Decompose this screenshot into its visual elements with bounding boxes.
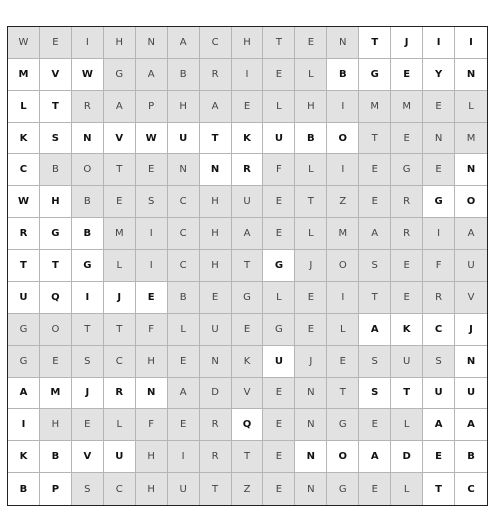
grid-cell[interactable]: G xyxy=(263,314,295,346)
grid-cell[interactable]: G xyxy=(72,250,104,282)
grid-cell[interactable]: K xyxy=(232,123,264,155)
grid-cell[interactable]: V xyxy=(455,282,487,314)
grid-cell[interactable]: P xyxy=(136,91,168,123)
grid-cell[interactable]: T xyxy=(104,314,136,346)
grid-cell[interactable]: E xyxy=(263,473,295,505)
grid-cell[interactable]: S xyxy=(72,346,104,378)
grid-cell[interactable]: E xyxy=(391,123,423,155)
grid-cell[interactable]: H xyxy=(200,186,232,218)
grid-cell[interactable]: E xyxy=(359,186,391,218)
grid-cell[interactable]: L xyxy=(263,91,295,123)
grid-cell[interactable]: U xyxy=(200,314,232,346)
grid-cell[interactable]: T xyxy=(295,186,327,218)
grid-cell[interactable]: S xyxy=(359,346,391,378)
grid-cell[interactable]: N xyxy=(136,378,168,410)
grid-cell[interactable]: N xyxy=(295,409,327,441)
grid-cell[interactable]: L xyxy=(263,282,295,314)
grid-cell[interactable]: T xyxy=(232,250,264,282)
grid-cell[interactable]: V xyxy=(72,441,104,473)
grid-cell[interactable]: B xyxy=(295,123,327,155)
grid-cell[interactable]: A xyxy=(200,91,232,123)
grid-cell[interactable]: A xyxy=(136,59,168,91)
grid-cell[interactable]: I xyxy=(136,218,168,250)
grid-cell[interactable]: V xyxy=(40,59,72,91)
grid-cell[interactable]: N xyxy=(168,154,200,186)
grid-cell[interactable]: N xyxy=(327,27,359,59)
grid-cell[interactable]: I xyxy=(423,218,455,250)
grid-cell[interactable]: H xyxy=(136,473,168,505)
grid-cell[interactable]: U xyxy=(391,346,423,378)
grid-cell[interactable]: W xyxy=(8,27,40,59)
grid-cell[interactable]: E xyxy=(263,218,295,250)
grid-cell[interactable]: H xyxy=(232,27,264,59)
grid-cell[interactable]: B xyxy=(168,282,200,314)
grid-cell[interactable]: T xyxy=(8,250,40,282)
grid-cell[interactable]: C xyxy=(168,218,200,250)
grid-cell[interactable]: L xyxy=(295,218,327,250)
grid-cell[interactable]: O xyxy=(40,314,72,346)
grid-cell[interactable]: A xyxy=(104,91,136,123)
grid-cell[interactable]: E xyxy=(72,409,104,441)
grid-cell[interactable]: L xyxy=(391,473,423,505)
grid-cell[interactable]: R xyxy=(104,378,136,410)
grid-cell[interactable]: M xyxy=(327,218,359,250)
grid-cell[interactable]: G xyxy=(423,186,455,218)
grid-cell[interactable]: E xyxy=(295,27,327,59)
grid-cell[interactable]: E xyxy=(391,282,423,314)
grid-cell[interactable]: E xyxy=(423,441,455,473)
grid-cell[interactable]: O xyxy=(327,123,359,155)
grid-cell[interactable]: R xyxy=(200,441,232,473)
grid-cell[interactable]: M xyxy=(8,59,40,91)
grid-cell[interactable]: N xyxy=(200,346,232,378)
grid-cell[interactable]: L xyxy=(104,250,136,282)
grid-cell[interactable]: U xyxy=(168,123,200,155)
grid-cell[interactable]: Q xyxy=(232,409,264,441)
grid-cell[interactable]: V xyxy=(104,123,136,155)
grid-cell[interactable]: E xyxy=(263,441,295,473)
grid-cell[interactable]: A xyxy=(168,378,200,410)
grid-cell[interactable]: A xyxy=(8,378,40,410)
grid-cell[interactable]: E xyxy=(359,409,391,441)
grid-cell[interactable]: E xyxy=(263,59,295,91)
grid-cell[interactable]: C xyxy=(104,473,136,505)
grid-cell[interactable]: N xyxy=(295,378,327,410)
grid-cell[interactable]: E xyxy=(327,346,359,378)
grid-cell[interactable]: E xyxy=(391,250,423,282)
grid-cell[interactable]: T xyxy=(423,473,455,505)
grid-cell[interactable]: B xyxy=(40,441,72,473)
grid-cell[interactable]: T xyxy=(359,123,391,155)
grid-cell[interactable]: G xyxy=(327,473,359,505)
grid-cell[interactable]: S xyxy=(40,123,72,155)
grid-cell[interactable]: E xyxy=(295,282,327,314)
grid-cell[interactable]: E xyxy=(104,186,136,218)
grid-cell[interactable]: B xyxy=(72,186,104,218)
grid-cell[interactable]: S xyxy=(359,250,391,282)
grid-cell[interactable]: U xyxy=(168,473,200,505)
grid-cell[interactable]: A xyxy=(168,27,200,59)
grid-cell[interactable]: I xyxy=(136,250,168,282)
grid-cell[interactable]: R xyxy=(200,59,232,91)
grid-cell[interactable]: I xyxy=(8,409,40,441)
grid-cell[interactable]: B xyxy=(327,59,359,91)
grid-cell[interactable]: G xyxy=(8,314,40,346)
grid-cell[interactable]: L xyxy=(8,91,40,123)
grid-cell[interactable]: T xyxy=(40,250,72,282)
grid-cell[interactable]: N xyxy=(295,473,327,505)
grid-cell[interactable]: J xyxy=(72,378,104,410)
grid-cell[interactable]: E xyxy=(359,154,391,186)
grid-cell[interactable]: D xyxy=(391,441,423,473)
grid-cell[interactable]: N xyxy=(200,154,232,186)
grid-cell[interactable]: E xyxy=(136,154,168,186)
grid-cell[interactable]: M xyxy=(391,91,423,123)
grid-cell[interactable]: E xyxy=(263,409,295,441)
grid-cell[interactable]: A xyxy=(455,409,487,441)
grid-cell[interactable]: J xyxy=(455,314,487,346)
grid-cell[interactable]: R xyxy=(72,91,104,123)
grid-cell[interactable]: A xyxy=(359,441,391,473)
grid-cell[interactable]: C xyxy=(455,473,487,505)
grid-cell[interactable]: J xyxy=(391,27,423,59)
grid-cell[interactable]: R xyxy=(391,186,423,218)
grid-cell[interactable]: T xyxy=(72,314,104,346)
grid-cell[interactable]: T xyxy=(200,123,232,155)
grid-cell[interactable]: T xyxy=(104,154,136,186)
grid-cell[interactable]: N xyxy=(423,123,455,155)
grid-cell[interactable]: H xyxy=(200,250,232,282)
grid-cell[interactable]: C xyxy=(104,346,136,378)
grid-cell[interactable]: R xyxy=(423,282,455,314)
grid-cell[interactable]: E xyxy=(359,473,391,505)
grid-cell[interactable]: K xyxy=(8,441,40,473)
grid-cell[interactable]: M xyxy=(104,218,136,250)
grid-cell[interactable]: E xyxy=(40,27,72,59)
grid-cell[interactable]: N xyxy=(455,346,487,378)
grid-cell[interactable]: T xyxy=(359,27,391,59)
grid-cell[interactable]: B xyxy=(8,473,40,505)
grid-cell[interactable]: R xyxy=(232,154,264,186)
grid-cell[interactable]: G xyxy=(359,59,391,91)
grid-cell[interactable]: B xyxy=(72,218,104,250)
grid-cell[interactable]: A xyxy=(359,218,391,250)
grid-cell[interactable]: I xyxy=(327,282,359,314)
grid-cell[interactable]: T xyxy=(40,91,72,123)
grid-cell[interactable]: N xyxy=(136,27,168,59)
grid-cell[interactable]: I xyxy=(168,441,200,473)
grid-cell[interactable]: C xyxy=(168,186,200,218)
grid-cell[interactable]: G xyxy=(232,282,264,314)
grid-cell[interactable]: S xyxy=(72,473,104,505)
grid-cell[interactable]: O xyxy=(327,441,359,473)
grid-cell[interactable]: O xyxy=(455,186,487,218)
grid-cell[interactable]: K xyxy=(8,123,40,155)
grid-cell[interactable]: K xyxy=(232,346,264,378)
grid-cell[interactable]: F xyxy=(423,250,455,282)
grid-cell[interactable]: T xyxy=(200,473,232,505)
grid-cell[interactable]: G xyxy=(104,59,136,91)
grid-cell[interactable]: G xyxy=(40,218,72,250)
grid-cell[interactable]: U xyxy=(263,346,295,378)
grid-cell[interactable]: E xyxy=(232,91,264,123)
grid-cell[interactable]: U xyxy=(263,123,295,155)
grid-cell[interactable]: M xyxy=(455,123,487,155)
grid-cell[interactable]: T xyxy=(359,282,391,314)
grid-cell[interactable]: A xyxy=(232,218,264,250)
grid-cell[interactable]: L xyxy=(327,314,359,346)
grid-cell[interactable]: F xyxy=(263,154,295,186)
grid-cell[interactable]: U xyxy=(455,250,487,282)
grid-cell[interactable]: B xyxy=(455,441,487,473)
grid-cell[interactable]: R xyxy=(391,218,423,250)
grid-cell[interactable]: F xyxy=(136,314,168,346)
grid-cell[interactable]: L xyxy=(168,314,200,346)
grid-cell[interactable]: C xyxy=(423,314,455,346)
grid-cell[interactable]: S xyxy=(359,378,391,410)
grid-cell[interactable]: G xyxy=(263,250,295,282)
grid-cell[interactable]: I xyxy=(423,27,455,59)
grid-cell[interactable]: B xyxy=(40,154,72,186)
grid-cell[interactable]: H xyxy=(104,27,136,59)
grid-cell[interactable]: A xyxy=(455,218,487,250)
grid-cell[interactable]: L xyxy=(104,409,136,441)
grid-cell[interactable]: H xyxy=(136,346,168,378)
grid-cell[interactable]: K xyxy=(391,314,423,346)
grid-cell[interactable]: T xyxy=(391,378,423,410)
grid-cell[interactable]: G xyxy=(391,154,423,186)
grid-cell[interactable]: W xyxy=(136,123,168,155)
grid-cell[interactable]: C xyxy=(200,27,232,59)
grid-cell[interactable]: N xyxy=(295,441,327,473)
grid-cell[interactable]: I xyxy=(327,154,359,186)
grid-cell[interactable]: U xyxy=(8,282,40,314)
grid-cell[interactable]: U xyxy=(104,441,136,473)
grid-cell[interactable]: P xyxy=(40,473,72,505)
grid-cell[interactable]: N xyxy=(72,123,104,155)
grid-cell[interactable]: H xyxy=(136,441,168,473)
grid-cell[interactable]: M xyxy=(359,91,391,123)
grid-cell[interactable]: I xyxy=(72,282,104,314)
grid-cell[interactable]: G xyxy=(327,409,359,441)
grid-cell[interactable]: I xyxy=(327,91,359,123)
grid-cell[interactable]: I xyxy=(455,27,487,59)
grid-cell[interactable]: A xyxy=(423,409,455,441)
grid-cell[interactable]: Z xyxy=(232,473,264,505)
grid-cell[interactable]: L xyxy=(391,409,423,441)
grid-cell[interactable]: R xyxy=(8,218,40,250)
grid-cell[interactable]: N xyxy=(455,59,487,91)
grid-cell[interactable]: E xyxy=(263,378,295,410)
grid-cell[interactable]: F xyxy=(136,409,168,441)
grid-cell[interactable]: J xyxy=(295,250,327,282)
grid-cell[interactable]: L xyxy=(295,154,327,186)
grid-cell[interactable]: B xyxy=(168,59,200,91)
grid-cell[interactable]: H xyxy=(168,91,200,123)
grid-cell[interactable]: I xyxy=(72,27,104,59)
grid-cell[interactable]: O xyxy=(327,250,359,282)
grid-cell[interactable]: U xyxy=(423,378,455,410)
grid-cell[interactable]: E xyxy=(423,154,455,186)
grid-cell[interactable]: I xyxy=(232,59,264,91)
grid-cell[interactable]: M xyxy=(40,378,72,410)
grid-cell[interactable]: T xyxy=(232,441,264,473)
grid-cell[interactable]: E xyxy=(136,282,168,314)
grid-cell[interactable]: S xyxy=(136,186,168,218)
grid-cell[interactable]: A xyxy=(359,314,391,346)
grid-cell[interactable]: E xyxy=(263,186,295,218)
grid-cell[interactable]: Z xyxy=(327,186,359,218)
grid-cell[interactable]: C xyxy=(168,250,200,282)
grid-cell[interactable]: J xyxy=(295,346,327,378)
grid-cell[interactable]: G xyxy=(8,346,40,378)
grid-cell[interactable]: E xyxy=(40,346,72,378)
grid-cell[interactable]: E xyxy=(168,346,200,378)
grid-cell[interactable]: R xyxy=(200,409,232,441)
grid-cell[interactable]: V xyxy=(232,378,264,410)
grid-cell[interactable]: E xyxy=(232,314,264,346)
grid-cell[interactable]: O xyxy=(72,154,104,186)
grid-cell[interactable]: E xyxy=(423,91,455,123)
grid-cell[interactable]: E xyxy=(295,314,327,346)
grid-cell[interactable]: E xyxy=(391,59,423,91)
grid-cell[interactable]: J xyxy=(104,282,136,314)
grid-cell[interactable]: L xyxy=(455,91,487,123)
grid-cell[interactable]: L xyxy=(295,59,327,91)
grid-cell[interactable]: Y xyxy=(423,59,455,91)
grid-cell[interactable]: N xyxy=(455,154,487,186)
grid-cell[interactable]: H xyxy=(295,91,327,123)
grid-cell[interactable]: W xyxy=(72,59,104,91)
grid-cell[interactable]: T xyxy=(263,27,295,59)
grid-cell[interactable]: H xyxy=(40,186,72,218)
grid-cell[interactable]: E xyxy=(168,409,200,441)
grid-cell[interactable]: D xyxy=(200,378,232,410)
grid-cell[interactable]: W xyxy=(8,186,40,218)
grid-cell[interactable]: S xyxy=(423,346,455,378)
grid-cell[interactable]: E xyxy=(200,282,232,314)
grid-cell[interactable]: H xyxy=(200,218,232,250)
grid-cell[interactable]: U xyxy=(232,186,264,218)
grid-cell[interactable]: U xyxy=(455,378,487,410)
word-search-grid xyxy=(7,26,488,506)
grid-cell[interactable]: T xyxy=(327,378,359,410)
grid-cell[interactable]: Q xyxy=(40,282,72,314)
grid-cell[interactable]: H xyxy=(40,409,72,441)
grid-cell[interactable]: C xyxy=(8,154,40,186)
